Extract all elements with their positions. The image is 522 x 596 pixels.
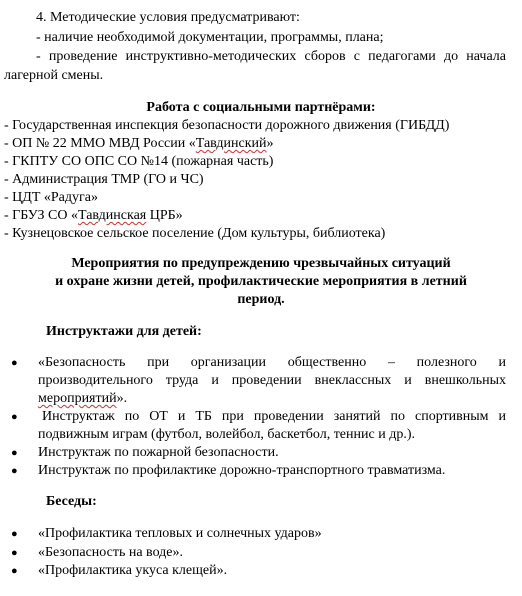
talks-title: Беседы:	[46, 494, 97, 509]
partner-item: - Администрация ТМР (ГО и ЧС)	[4, 172, 204, 187]
measures-title-line: и охране жизни детей, профилактические мероприятия в летний	[55, 274, 467, 289]
bullet-icon: ●	[11, 411, 18, 423]
bullet-icon: ●	[11, 465, 18, 477]
briefing-item-line: Инструктаж по профилактике дорожно-транспортного травматизма.	[38, 463, 446, 478]
briefing-item-line: «Безопасность при организации общественно – полезного и	[38, 355, 506, 370]
briefing-item-line: мероприятий».	[38, 391, 128, 406]
partner-item: - ГБУЗ СО «Тавдинская ЦРБ»	[4, 208, 183, 223]
partners-title: Работа с социальными партнёрами:	[146, 100, 376, 115]
briefing-item-line: производительного труда и проведении внеклассных и внешкольных	[38, 373, 506, 388]
talk-item: «Профилактика укуса клещей».	[38, 563, 228, 578]
conditions-heading: 4. Методические условия предусматривают:	[36, 10, 300, 25]
bullet-icon: ●	[11, 528, 18, 540]
partner-item: - ЦДТ «Радуга»	[4, 190, 98, 205]
bullet-icon: ●	[11, 447, 18, 459]
briefings-title: Инструктажи для детей:	[46, 324, 202, 339]
partner-item: - ОП № 22 ММО МВД России «Тавдинский»	[4, 136, 274, 151]
conditions-item: - наличие необходимой документации, программы, плана;	[36, 30, 384, 45]
conditions-item-continued: лагерной смены.	[4, 68, 104, 83]
measures-title-line: период.	[237, 292, 285, 307]
partner-item: - Кузнецовское сельское поселение (Дом культуры, библиотека)	[4, 226, 386, 241]
bullet-icon: ●	[11, 547, 18, 559]
talk-item: «Безопасность на воде».	[38, 545, 184, 560]
bullet-icon: ●	[11, 357, 18, 369]
bullet-icon: ●	[11, 565, 18, 577]
briefing-item-line: Инструктаж по пожарной безопасности.	[38, 445, 279, 460]
briefing-item-line: Инструктаж по ОТ и ТБ при проведении занятий по спортивным и	[42, 409, 506, 424]
measures-title-line: Мероприятия по предупреждению чрезвычайных ситуаций	[71, 256, 451, 271]
briefing-item-line: подвижным играм (футбол, волейбол, баскетбол, теннис и др.).	[38, 427, 415, 442]
talk-item: «Профилактика тепловых и солнечных ударов»	[38, 526, 322, 541]
partner-item: - ГКПТУ СО ОПС СО №14 (пожарная часть)	[4, 154, 274, 169]
partner-item: - Государственная инспекция безопасности дорожного движения (ГИБДД)	[4, 118, 450, 133]
conditions-item: - проведение инструктивно-методических сборов с педагогами до начала	[36, 49, 506, 64]
